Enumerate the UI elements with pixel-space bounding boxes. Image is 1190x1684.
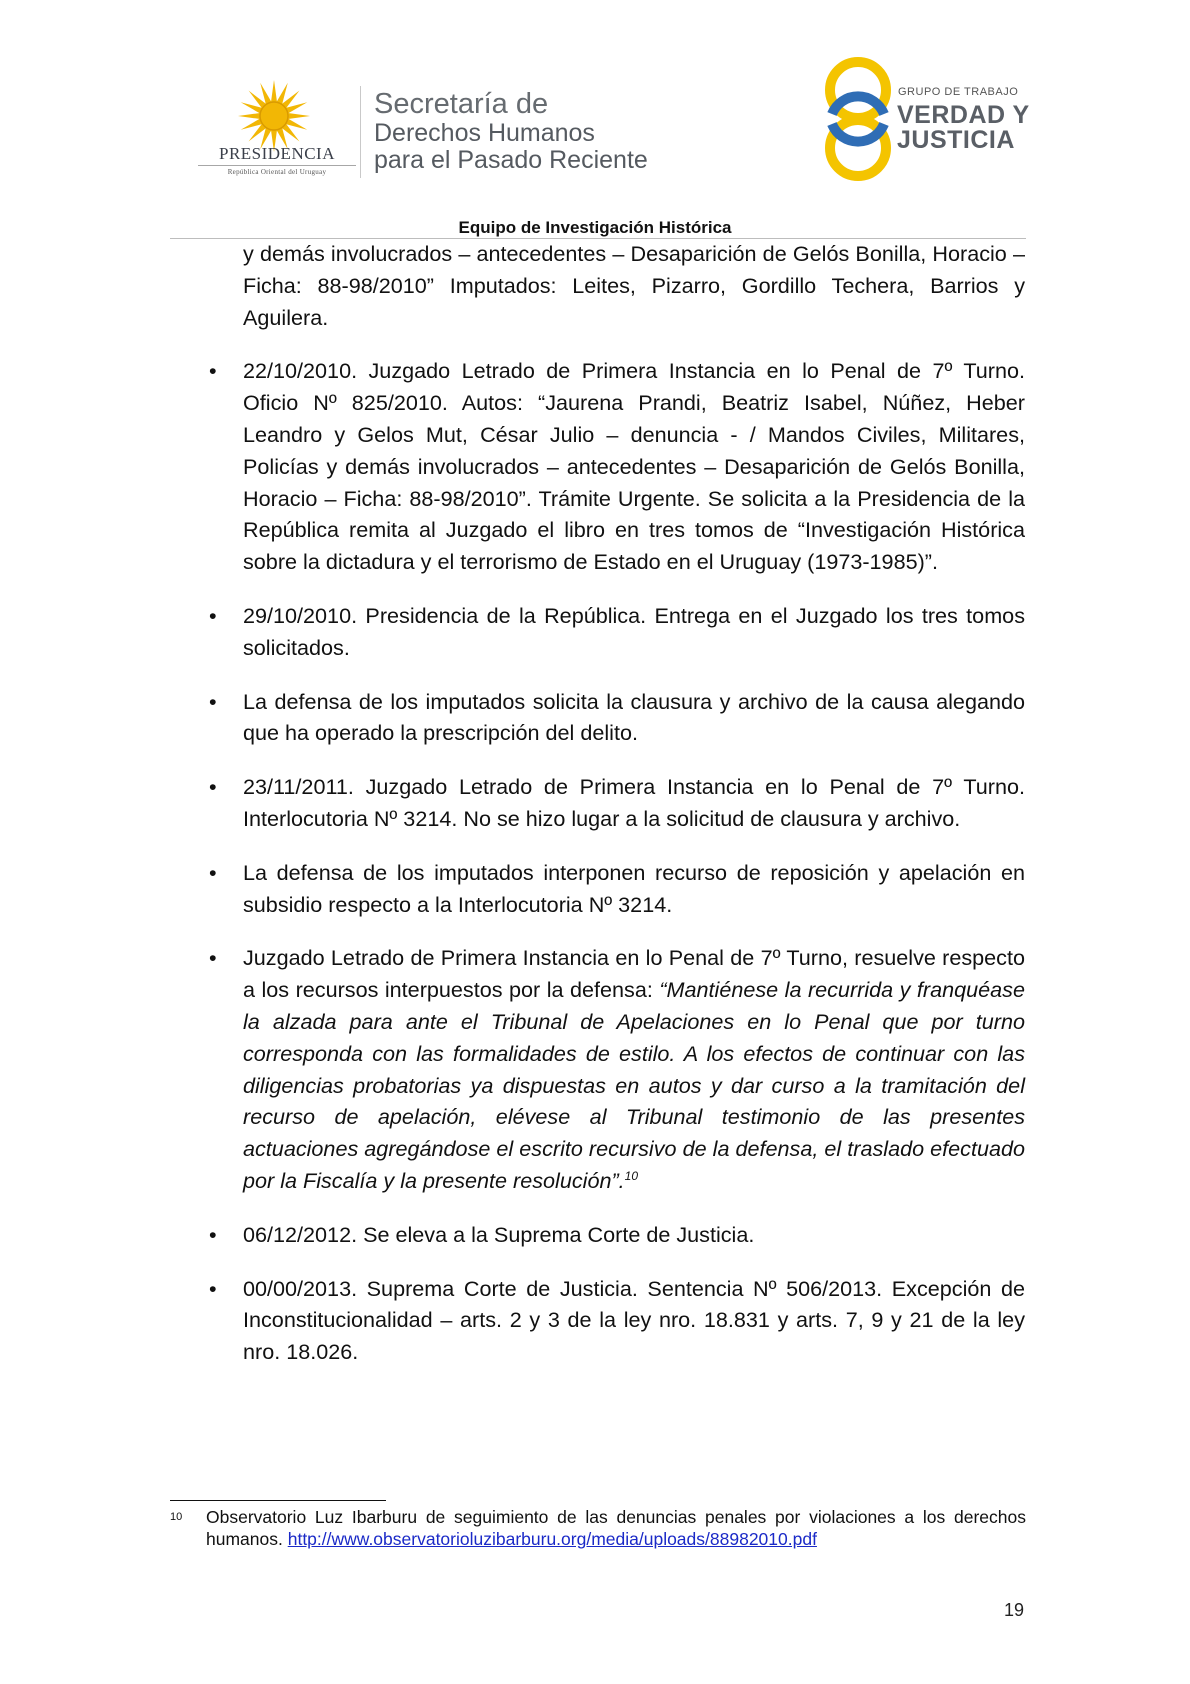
secretaria-line-2: Derechos Humanos: [374, 119, 595, 147]
bullet-icon: •: [209, 1275, 217, 1301]
list-item: [199, 942, 1025, 1196]
presidencia-name: PRESIDENCIA: [218, 144, 335, 163]
linked-rings-icon: [822, 56, 894, 182]
list-item-text-plain: Juzgado Letrado de Primera Instancia en lo Penal de 7º Turno, resuelve respecto a los recursos interpuestos por la defensa:: [243, 945, 1025, 1003]
bullet-icon: •: [209, 358, 217, 384]
list-item-text: 29/10/2010. Presidencia de la República. Entrega en el Juzgado los tres tomos solicitados.: [243, 602, 1025, 660]
bullet-icon: •: [209, 1221, 217, 1247]
secretaria-line-1: Secretaría de: [374, 88, 549, 120]
page-header: [0, 0, 1190, 245]
footnote-link[interactable]: http://www.observatorioluzibarburu.org/media/uploads/88982010.pdf: [287, 1529, 817, 1549]
footnote-text: [170, 1506, 1026, 1550]
list-item-text: [243, 942, 1025, 1196]
list-item: [199, 600, 1025, 664]
footnote-rule: [170, 1500, 386, 1501]
bullet-icon: •: [209, 688, 217, 714]
verdad-justicia-label-line-2: JUSTICIA: [897, 126, 1015, 154]
document-body: [199, 238, 1025, 1390]
list-item-text: 23/11/2011. Juzgado Letrado de Primera Instancia en lo Penal de 7º Turno. Interlocutoria Nº 3214. No se hizo lugar a la solicitud de clausura y archivo.: [243, 774, 1025, 831]
list-item-text: 00/00/2013. Suprema Corte de Justicia. Sentencia Nº 506/2013. Excepción de Inconstitucionalidad – arts. 2 y 3 de la ley nro. 18.831 y arts. 7, 9 y 21 de la ley nro. 18.026.: [243, 1275, 1025, 1365]
footnote-reference[interactable]: 10: [624, 1168, 639, 1183]
list-item: [199, 686, 1025, 750]
list-item-text: 06/12/2012. Se eleva a la Suprema Corte de Justicia.: [243, 1221, 755, 1247]
footnote-body: Observatorio Luz Ibarburu de seguimiento de las denuncias penales por violaciones a los derechos humanos.: [206, 1507, 1026, 1549]
list-item: [199, 355, 1025, 578]
team-heading: Equipo de Investigación Histórica: [458, 218, 732, 237]
bullet-icon: •: [209, 602, 217, 628]
presidencia-subtitle: República Oriental del Uruguay: [227, 168, 327, 176]
bullet-icon: •: [209, 859, 217, 885]
verdad-justicia-label-line-1: VERDAD Y: [897, 101, 1030, 129]
list-item-text: La defensa de los imputados solicita la clausura y archivo de la causa alegando que ha operado la prescripción del delito.: [243, 688, 1025, 746]
list-item: [199, 771, 1025, 835]
secretaria-title: [374, 88, 704, 174]
page-number: 19: [1004, 1600, 1025, 1620]
presidencia-logo-rule: [198, 165, 356, 166]
bullet-icon: •: [209, 945, 217, 971]
list-item-text: 22/10/2010. Juzgado Letrado de Primera Instancia en lo Penal de 7º Turno. Oficio Nº 825/2010. Autos: “Jaurena Prandi, Beatriz Isabel, Núñez, Heber Leandro y Gelos Mut, César Julio – denuncia - / Mandos Civiles, Militares, Policías y demás involucrados – antecedentes – Desaparición de Gelós Bonilla, Horacio – Ficha: 88-98/2010”. Trámite Urgente. Se solicita a la Presidencia de la República remita al Juzgado el libro en tres tomos de “Investigación Histórica sobre la dictadura y el terrorismo de Estado en el Uruguay (1973-1985)”.: [243, 358, 1025, 575]
header-logo-divider: [360, 86, 361, 178]
list-item-text: La defensa de los imputados interponen recurso de reposición y apelación en subsidio respecto a la Interlocutoria Nº 3214.: [243, 859, 1025, 917]
list-item: [199, 1219, 1025, 1251]
continued-paragraph: y demás involucrados – antecedentes – Desaparición de Gelós Bonilla, Horacio – Ficha: 88-98/2010” Imputados: Leites, Pizarro, Gordillo Techera, Barrios y Aguilera.: [243, 241, 1025, 330]
footnote: [170, 1506, 1026, 1550]
verdad-justicia-label-small: GRUPO DE TRABAJO: [898, 86, 1019, 98]
list-item: [199, 857, 1025, 921]
list-item: [199, 1273, 1025, 1368]
sun-emblem-icon: [236, 78, 312, 154]
secretaria-line-3: para el Pasado Reciente: [374, 146, 648, 174]
quoted-resolution: “Mantiénese la recurrida y franquéase la alzada para ante el Tribunal de Apelaciones en lo Penal que por turno corresponda con las formalidades de estilo. A los efectos de continuar con las diligencias probatorias ya dispuestas en autos y dar curso a la tramitación del recurso de apelación, elévese al Tribunal testimonio de las presentes actuaciones agregándose el escrito recursivo de la defensa, el traslado efectuado por la Fiscalía y la presente resolución”.: [243, 977, 1025, 1193]
footnote-number: 10: [170, 1511, 183, 1523]
presidencia-logo: [196, 78, 358, 178]
bullet-icon: •: [209, 774, 217, 800]
verdad-justicia-logo: [822, 56, 1042, 184]
